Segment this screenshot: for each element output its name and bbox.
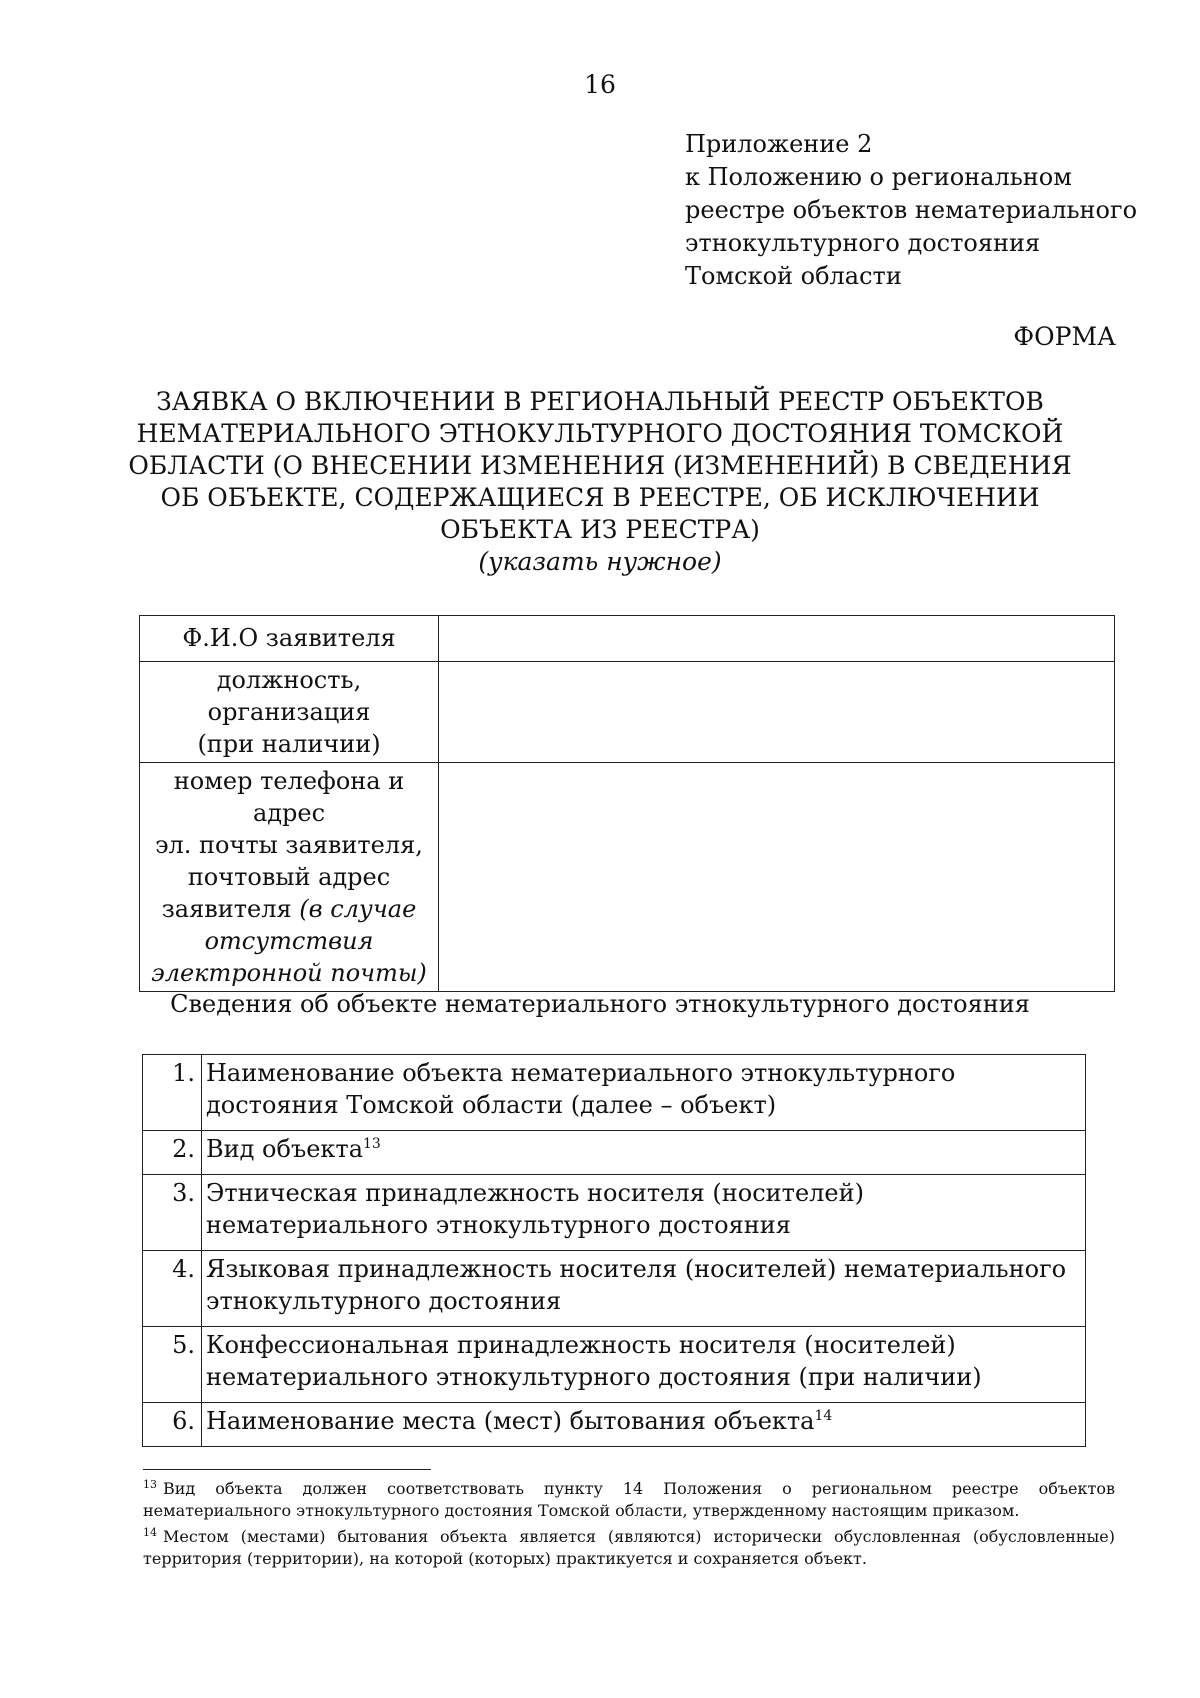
footnote <box>143 1526 1115 1570</box>
object-table <box>142 1054 1086 1447</box>
appendix-line: к Положению о региональном <box>685 163 1072 191</box>
title-line: ОБЛАСТИ (О ВНЕСЕНИИ ИЗМЕНЕНИЯ (ИЗМЕНЕНИЙ) В СВЕДЕНИЯ <box>128 451 1072 480</box>
row-label: Вид объекта <box>206 1135 363 1163</box>
row-number: 1. <box>143 1055 202 1131</box>
applicant-table <box>139 615 1115 992</box>
appendix-line: Приложение 2 <box>685 130 873 158</box>
label-line: номер телефона и адрес <box>173 767 405 827</box>
label-line <box>142 925 436 957</box>
appendix-line: реестре объектов нематериального <box>685 196 1138 224</box>
footnote-text: Вид объекта должен соответствовать пункту 14 Положения о региональном реестре объектов нематериального этнокультурного достояния Томской области, утвержденному настоящим приказом. <box>143 1479 1115 1520</box>
row-number: 5. <box>143 1327 202 1403</box>
table-row <box>140 616 1115 662</box>
label-italic: отсутствия <box>204 927 374 955</box>
table-row <box>143 1055 1086 1131</box>
title-line: ЗАЯВКА О ВКЛЮЧЕНИИ В РЕГИОНАЛЬНЫЙ РЕЕСТР ОБЪЕКТОВ <box>156 387 1044 416</box>
contacts-field[interactable] <box>439 763 1115 992</box>
contacts-label <box>140 763 439 992</box>
page-number: 16 <box>584 70 616 99</box>
table-row <box>143 1327 1086 1403</box>
position-org-label <box>140 662 439 763</box>
label-italic: (в случае <box>299 895 417 923</box>
applicant-name-field[interactable] <box>439 616 1115 662</box>
position-org-field[interactable] <box>439 662 1115 763</box>
label-text: заявителя <box>161 895 292 923</box>
section-heading: Сведения об объекте нематериального этнокультурного достояния <box>170 990 1030 1018</box>
table-row <box>143 1403 1086 1447</box>
row-text: Наименование объекта нематериального этнокультурного достояния Томской области (далее – объект) <box>202 1055 1086 1131</box>
label-line <box>142 893 436 925</box>
label-line <box>142 957 436 989</box>
footnote <box>143 1478 1115 1522</box>
label-line: должность, <box>216 666 362 694</box>
row-text <box>202 1403 1086 1447</box>
title-line: ОБЪЕКТА ИЗ РЕЕСТРА) <box>440 515 760 544</box>
label-line: почтовый адрес <box>187 863 391 891</box>
footnote-ref[interactable]: 14 <box>814 1408 833 1424</box>
table-row <box>140 763 1115 992</box>
appendix-line: Томской области <box>685 262 902 290</box>
row-text: Конфессиональная принадлежность носителя (носителей) нематериального этнокультурного достояния (при наличии) <box>202 1327 1086 1403</box>
footnote-mark: 14 <box>143 1526 157 1539</box>
row-text <box>202 1131 1086 1175</box>
table-row <box>143 1131 1086 1175</box>
row-number: 2. <box>143 1131 202 1175</box>
row-label: Наименование места (мест) бытования объекта <box>206 1407 815 1435</box>
table-row <box>143 1175 1086 1251</box>
document-title <box>100 386 1100 578</box>
row-number: 4. <box>143 1251 202 1327</box>
footnote-text: Местом (местами) бытования объекта является (являются) исторически обусловленная (обусловленные) территория (территории), на которой (которых) практикуется и сохраняется объект. <box>143 1527 1115 1568</box>
footnote-mark: 13 <box>143 1478 157 1491</box>
title-line: ОБ ОБЪЕКТЕ, СОДЕРЖАЩИЕСЯ В РЕЕСТРЕ, ОБ ИСКЛЮЧЕНИИ <box>160 483 1040 512</box>
row-number: 3. <box>143 1175 202 1251</box>
table-row <box>140 662 1115 763</box>
applicant-name-label: Ф.И.О заявителя <box>140 616 439 662</box>
form-label: ФОРМА <box>1013 322 1116 351</box>
footnote-divider <box>143 1469 431 1470</box>
label-italic: электронной почты) <box>151 959 427 987</box>
footnote-ref[interactable]: 13 <box>363 1136 381 1152</box>
label-line: организация <box>207 698 371 726</box>
appendix-header <box>685 128 1137 293</box>
row-text: Языковая принадлежность носителя (носителей) нематериального этнокультурного достояния <box>202 1251 1086 1327</box>
title-line: НЕМАТЕРИАЛЬНОГО ЭТНОКУЛЬТУРНОГО ДОСТОЯНИЯ ТОМСКОЙ <box>136 419 1064 448</box>
row-number: 6. <box>143 1403 202 1447</box>
title-subtitle: (указать нужное) <box>478 547 722 576</box>
label-line: (при наличии) <box>197 730 381 758</box>
appendix-line: этнокультурного достояния <box>685 229 1041 257</box>
row-text: Этническая принадлежность носителя (носителей) нематериального этнокультурного достояния <box>202 1175 1086 1251</box>
table-row <box>143 1251 1086 1327</box>
label-line: эл. почты заявителя, <box>155 831 423 859</box>
